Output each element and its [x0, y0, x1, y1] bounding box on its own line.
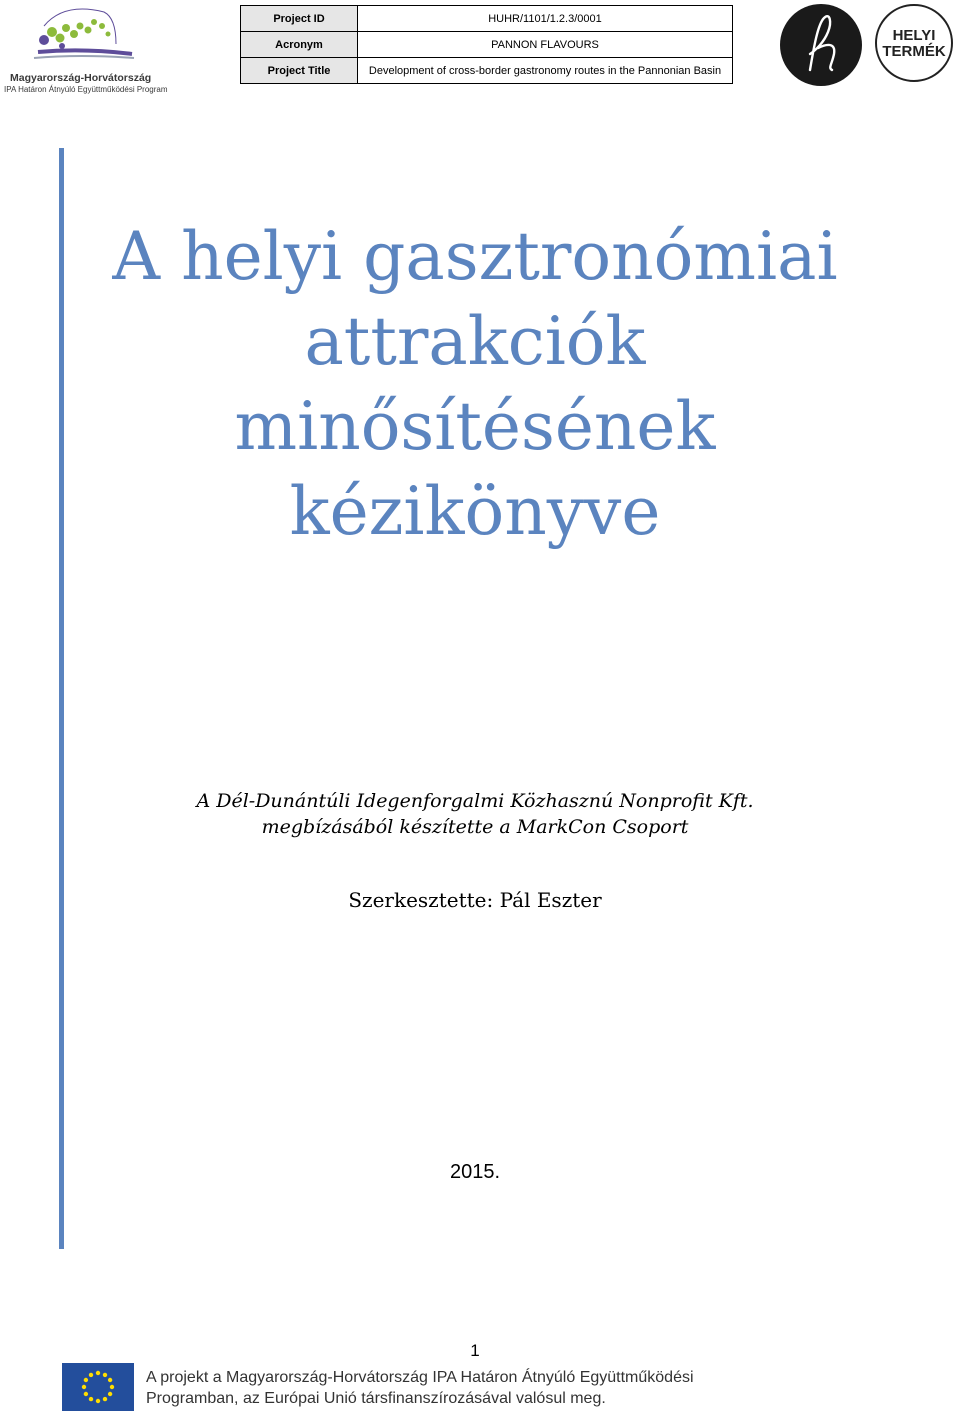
program-logo-name: Magyarország-Horvátország: [10, 72, 152, 84]
left-accent-rule: [59, 148, 64, 1249]
program-logo: [4, 4, 168, 94]
project-id-label: Project ID: [241, 6, 358, 32]
page-number: 1: [470, 1341, 480, 1360]
project-info-table: [240, 5, 733, 84]
funding-line: Programban, az Európai Unió társfinanszírozásával valósul meg.: [146, 1390, 606, 1407]
publication-year: 2015.: [449, 1161, 501, 1183]
table-row: [241, 58, 733, 84]
project-id-value: HUHR/1101/1.2.3/0001: [358, 6, 733, 32]
program-logo-tagline: IPA Határon Átnyúló Együttműködési Program: [4, 85, 168, 94]
acronym-value: PANNON FLAVOURS: [358, 32, 733, 58]
title-line: A helyi gasztronómiai: [112, 218, 838, 295]
h-monogram-icon: [780, 4, 862, 86]
commission-line: megbízásából készítette a MarkCon Csoport: [261, 816, 689, 838]
funding-statement: [146, 1367, 694, 1409]
title-line: kézikönyve: [289, 473, 661, 550]
helyi-termek-line1: HELYI: [892, 27, 936, 44]
commission-line: A Dél-Dunántúli Idegenforgalmi Közhasznú Nonprofit Kft.: [196, 790, 754, 812]
program-logo-mark-icon: [4, 4, 156, 72]
acronym-label: Acronym: [241, 32, 358, 58]
helyi-termek-line2: TERMÉK: [882, 43, 946, 60]
commission-statement: [70, 788, 880, 840]
editor-credit: Szerkesztette: Pál Eszter: [348, 888, 602, 912]
project-title-value: Development of cross-border gastronomy routes in the Pannonian Basin: [358, 58, 733, 84]
document-title: [70, 214, 880, 554]
helyi-termek-logo: [875, 4, 953, 82]
project-title-label: Project Title: [241, 58, 358, 84]
funding-line: A projekt a Magyarország-Horvátország IPA Határon Átnyúló Együttműködési: [146, 1369, 694, 1386]
table-row: [241, 6, 733, 32]
eu-flag-icon: [62, 1363, 134, 1411]
title-line: attrakciók minősítésének: [234, 303, 716, 465]
table-row: [241, 32, 733, 58]
h-monogram-logo: [780, 4, 862, 86]
